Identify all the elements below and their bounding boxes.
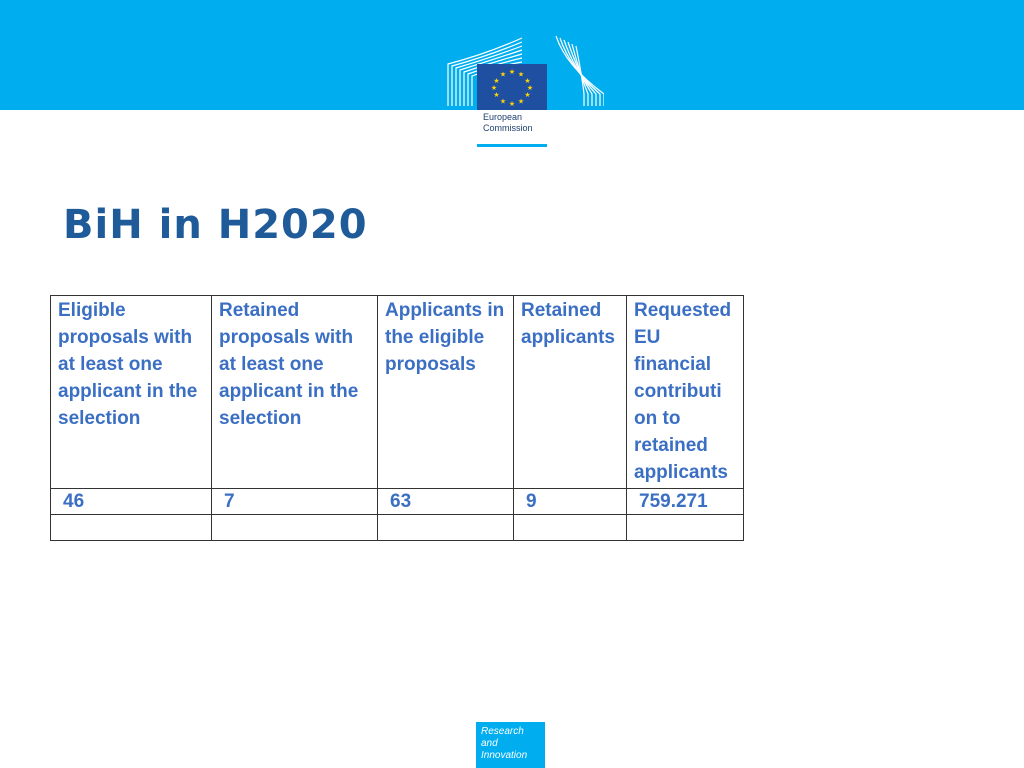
svg-text:★: ★ bbox=[508, 68, 516, 76]
svg-text:★: ★ bbox=[508, 100, 516, 108]
svg-text:★: ★ bbox=[493, 91, 500, 99]
svg-text:★: ★ bbox=[517, 70, 525, 79]
header-cell-eligible-proposals: Eligible proposals with at least one applicant in the selection bbox=[51, 296, 212, 489]
research-innovation-badge: Research and Innovation bbox=[476, 722, 545, 768]
svg-text:★: ★ bbox=[526, 84, 534, 92]
data-table bbox=[50, 295, 744, 541]
table-cell bbox=[378, 515, 514, 541]
logo-card bbox=[477, 64, 547, 147]
logo-text: European Commission bbox=[483, 112, 533, 133]
table-row bbox=[51, 489, 744, 515]
svg-text:★: ★ bbox=[499, 70, 507, 79]
page-title: BiH in H2020 bbox=[63, 202, 368, 248]
table-cell bbox=[514, 515, 627, 541]
table-cell bbox=[212, 515, 378, 541]
header-cell-retained-proposals: Retained proposals with at least one applicant in the selection bbox=[212, 296, 378, 489]
table-header-row bbox=[51, 296, 744, 489]
table-cell: 759.271 bbox=[627, 489, 744, 515]
table-cell: 63 bbox=[378, 489, 514, 515]
table-cell: 9 bbox=[514, 489, 627, 515]
svg-text:★: ★ bbox=[490, 84, 498, 92]
european-commission-logo bbox=[446, 36, 604, 144]
svg-text:★: ★ bbox=[493, 77, 500, 85]
header-cell-eu-contribution: Requested EU financial contributi on to retained applicants bbox=[627, 296, 744, 489]
svg-text:★: ★ bbox=[524, 91, 531, 99]
table-cell: 46 bbox=[51, 489, 212, 515]
table-row bbox=[51, 515, 744, 541]
table-cell bbox=[627, 515, 744, 541]
svg-text:★: ★ bbox=[524, 77, 531, 85]
eu-flag-icon bbox=[477, 64, 547, 110]
table-cell bbox=[51, 515, 212, 541]
header-cell-applicants: Applicants in the eligible proposals bbox=[378, 296, 514, 489]
svg-text:★: ★ bbox=[499, 97, 507, 106]
svg-text:★: ★ bbox=[517, 97, 525, 106]
header-cell-retained-applicants: Retained applicants bbox=[514, 296, 627, 489]
table-cell: 7 bbox=[212, 489, 378, 515]
